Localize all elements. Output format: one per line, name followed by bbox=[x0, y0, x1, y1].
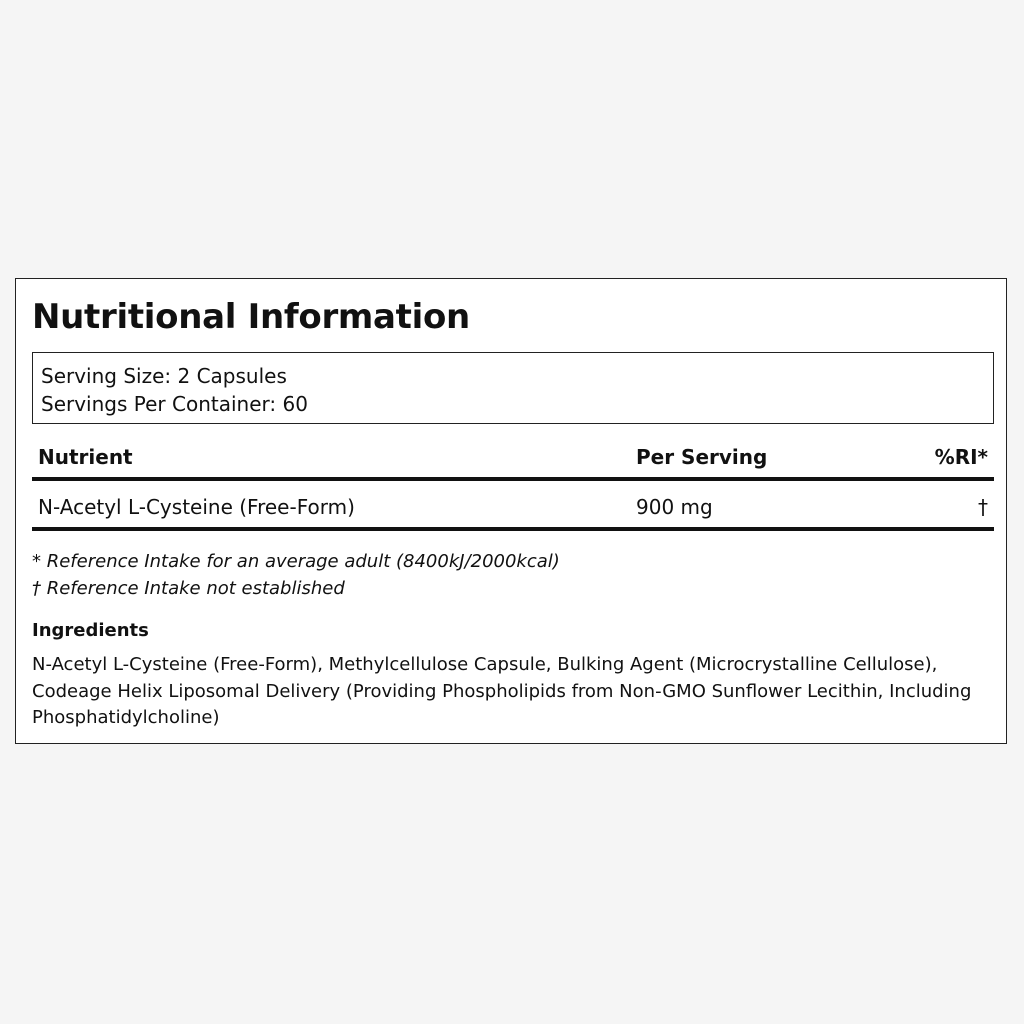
footnote-not-established: † Reference Intake not established bbox=[32, 578, 345, 599]
ingredients-text: N-Acetyl L-Cysteine (Free-Form), Methylcellulose Capsule, Bulking Agent (Microcrystalline Cellulose), Codeage Helix Liposomal Delivery (Providing Phospholipids from Non-GMO Sunflower Lecithin, Including Phosphatidylcholine) bbox=[32, 654, 972, 728]
ingredients-heading: Ingredients bbox=[32, 620, 149, 641]
footnote-reference-intake: * Reference Intake for an average adult (8400kJ/2000kcal) bbox=[32, 551, 560, 572]
nutrient-name: N-Acetyl L-Cysteine (Free-Form) bbox=[38, 495, 355, 519]
header-nutrient: Nutrient bbox=[38, 445, 133, 469]
nutrient-table bbox=[32, 439, 994, 531]
label-title: Nutritional Information bbox=[32, 297, 470, 337]
nutrient-amount: 900 mg bbox=[636, 495, 713, 519]
footnotes bbox=[32, 548, 560, 602]
table-header-row bbox=[32, 439, 994, 481]
serving-size: Serving Size: 2 Capsules bbox=[41, 364, 287, 388]
header-ri: %RI* bbox=[934, 445, 988, 469]
nutrition-label bbox=[15, 278, 1007, 744]
serving-info-box bbox=[32, 352, 994, 424]
servings-per-container: Servings Per Container: 60 bbox=[41, 392, 308, 416]
header-per-serving: Per Serving bbox=[636, 445, 768, 469]
table-row bbox=[32, 481, 994, 531]
nutrient-ri: † bbox=[978, 495, 988, 519]
